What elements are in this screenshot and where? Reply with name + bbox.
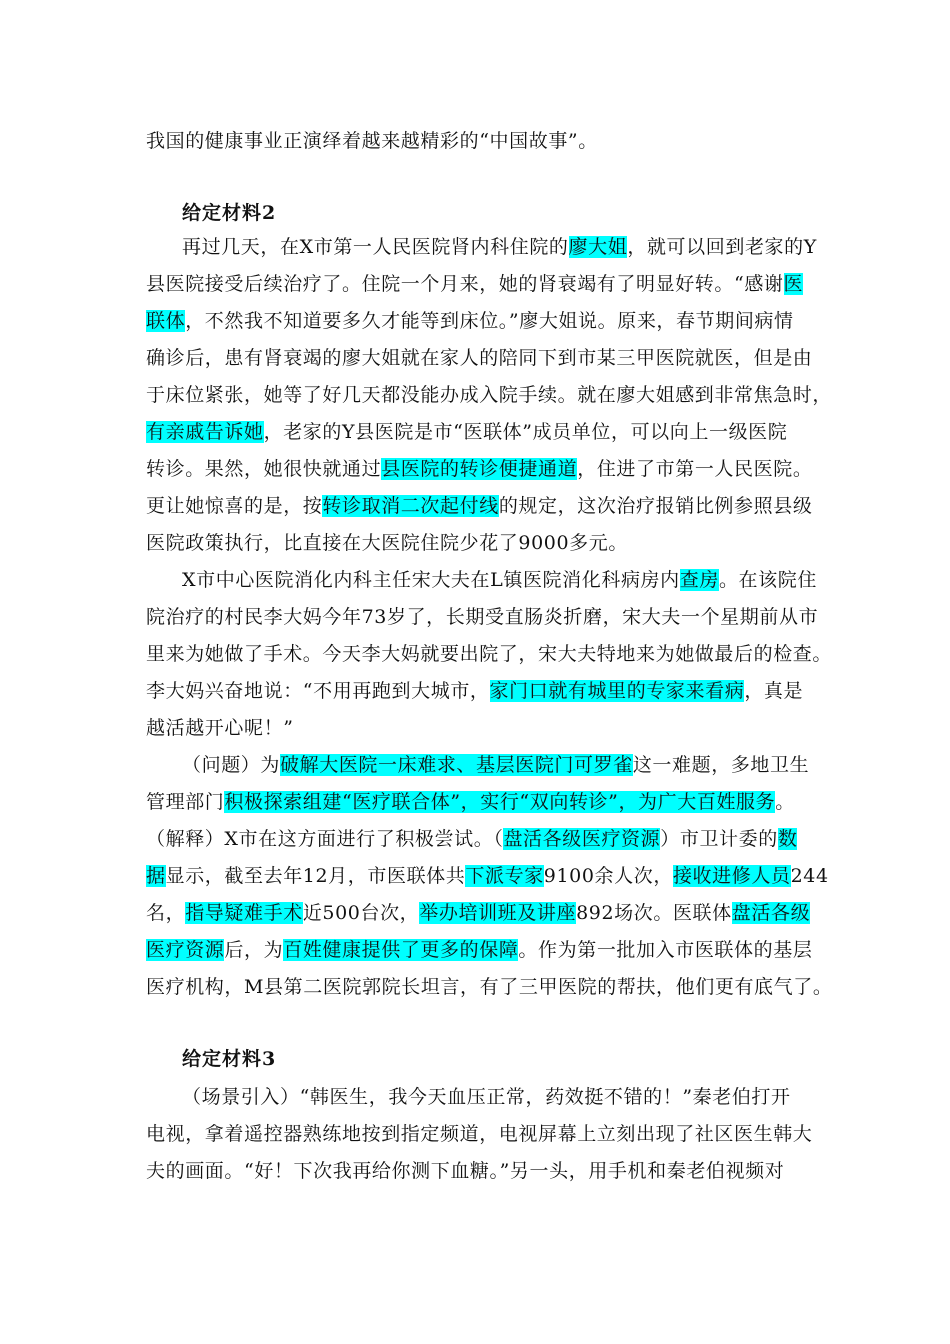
highlight: 指导疑难手术 [185,902,303,924]
text-line: 夫的画面。“好！下次我再给你测下血糖。”另一头，用手机和秦老伯视频对 [146,1160,785,1182]
text-line: 据显示，截至去年12月，市医联体共下派专家9100余人次，接收进修人员244 [146,865,829,887]
intro-line: 我国的健康事业正演绎着越来越精彩的“中国故事”。 [146,130,598,152]
text-line: 院治疗的村民李大妈今年73岁了，长期受直肠炎折磨，宋大夫一个星期前从市 [146,606,819,628]
highlight: 廖大姐 [568,236,628,258]
highlight: 数 [777,828,798,850]
highlight: 百姓健康提供了更多的保障 [283,939,519,961]
text-line: 医疗机构，M县第二医院郭院长坦言，有了三甲医院的帮扶，他们更有底气了。 [146,976,833,998]
text-line: 里来为她做了手术。今天李大妈就要出院了，宋大夫特地来为她做最后的检查。 [146,643,833,665]
text-line: 更让她惊喜的是，按转诊取消二次起付线的规定，这次治疗报销比例参照县级 [146,495,813,517]
highlight: 据 [146,865,166,887]
highlight: 下派专家 [465,865,544,887]
highlight: 积极探索组建“医疗联合体”，实行“双向转诊”，为广大百姓服务 [224,791,776,813]
text-line: 名，指导疑难手术近500台次，举办培训班及讲座892场次。医联体盘活各级 [146,902,811,924]
highlight: 医 [783,273,804,295]
section-heading-3: 给定材料3 [182,1048,277,1070]
text-line: 电视，拿着遥控器熟练地按到指定频道，电视屏幕上立刻出现了社区医生韩大 [146,1123,813,1145]
text-line: 确诊后，患有肾衰竭的廖大姐就在家人的陪同下到市某三甲医院就医，但是由 [146,347,813,369]
text-line: 管理部门积极探索组建“医疗联合体”，实行“双向转诊”，为广大百姓服务。 [146,791,795,813]
highlight: 有亲戚告诉她 [146,421,264,443]
text-line: （问题）为破解大医院一床难求、基层医院门可罗雀这一难题，多地卫生 [182,754,810,776]
text-line: 李大妈兴奋地说：“不用再跑到大城市，家门口就有城里的专家来看病，真是 [146,680,804,702]
text-line: 于床位紧张，她等了好几天都没能办成入院手续。就在廖大姐感到非常焦急时， [146,384,833,406]
highlight: 破解大医院一床难求、基层医院门可罗雀 [280,754,633,776]
text-line: （解释）X市在这方面进行了积极尝试。（盘活各级医疗资源）市卫计委的数 [146,828,798,850]
text-line: 转诊。果然，她很快就通过县医院的转诊便捷通道，住进了市第一人民医院。 [146,458,813,480]
highlight: 家门口就有城里的专家来看病 [489,680,745,702]
text-line: 医疗资源后，为百姓健康提供了更多的保障。作为第一批加入市医联体的基层 [146,939,813,961]
text-line: （场景引入）“韩医生，我今天血压正常，药效挺不错的！”秦老伯打开 [182,1086,791,1108]
section-heading-2: 给定材料2 [182,202,277,224]
highlight: 举办培训班及讲座 [419,902,577,924]
text-line: 再过几天，在X市第一人民医院肾内科住院的廖大姐，就可以回到老家的Y [182,236,817,258]
text-line: 县医院接受后续治疗了。住院一个月来，她的肾衰竭有了明显好转。“感谢医 [146,273,804,295]
text-line: 有亲戚告诉她，老家的Y县医院是市“医联体”成员单位，可以向上一级医院 [146,421,788,443]
highlight: 查房 [679,569,719,591]
highlight: 医疗资源 [146,939,225,961]
highlight: 县医院的转诊便捷通道 [381,458,578,480]
highlight: 转诊取消二次起付线 [322,495,499,517]
highlight: 联体 [146,310,186,332]
highlight: 接收进修人员 [672,865,791,887]
text-line: 越活越开心呢！” [146,717,294,739]
highlight: 盘活各级医疗资源 [503,828,661,850]
text-line: 医院政策执行，比直接在大医院住院少花了9000多元。 [146,532,628,554]
text-line: X市中心医院消化内科主任宋大夫在L镇医院消化科病房内查房。在该院住 [182,569,817,591]
text-line: 联体，不然我不知道要多久才能等到床位。”廖大姐说。原来，春节期间病情 [146,310,794,332]
highlight: 盘活各级 [731,902,811,924]
